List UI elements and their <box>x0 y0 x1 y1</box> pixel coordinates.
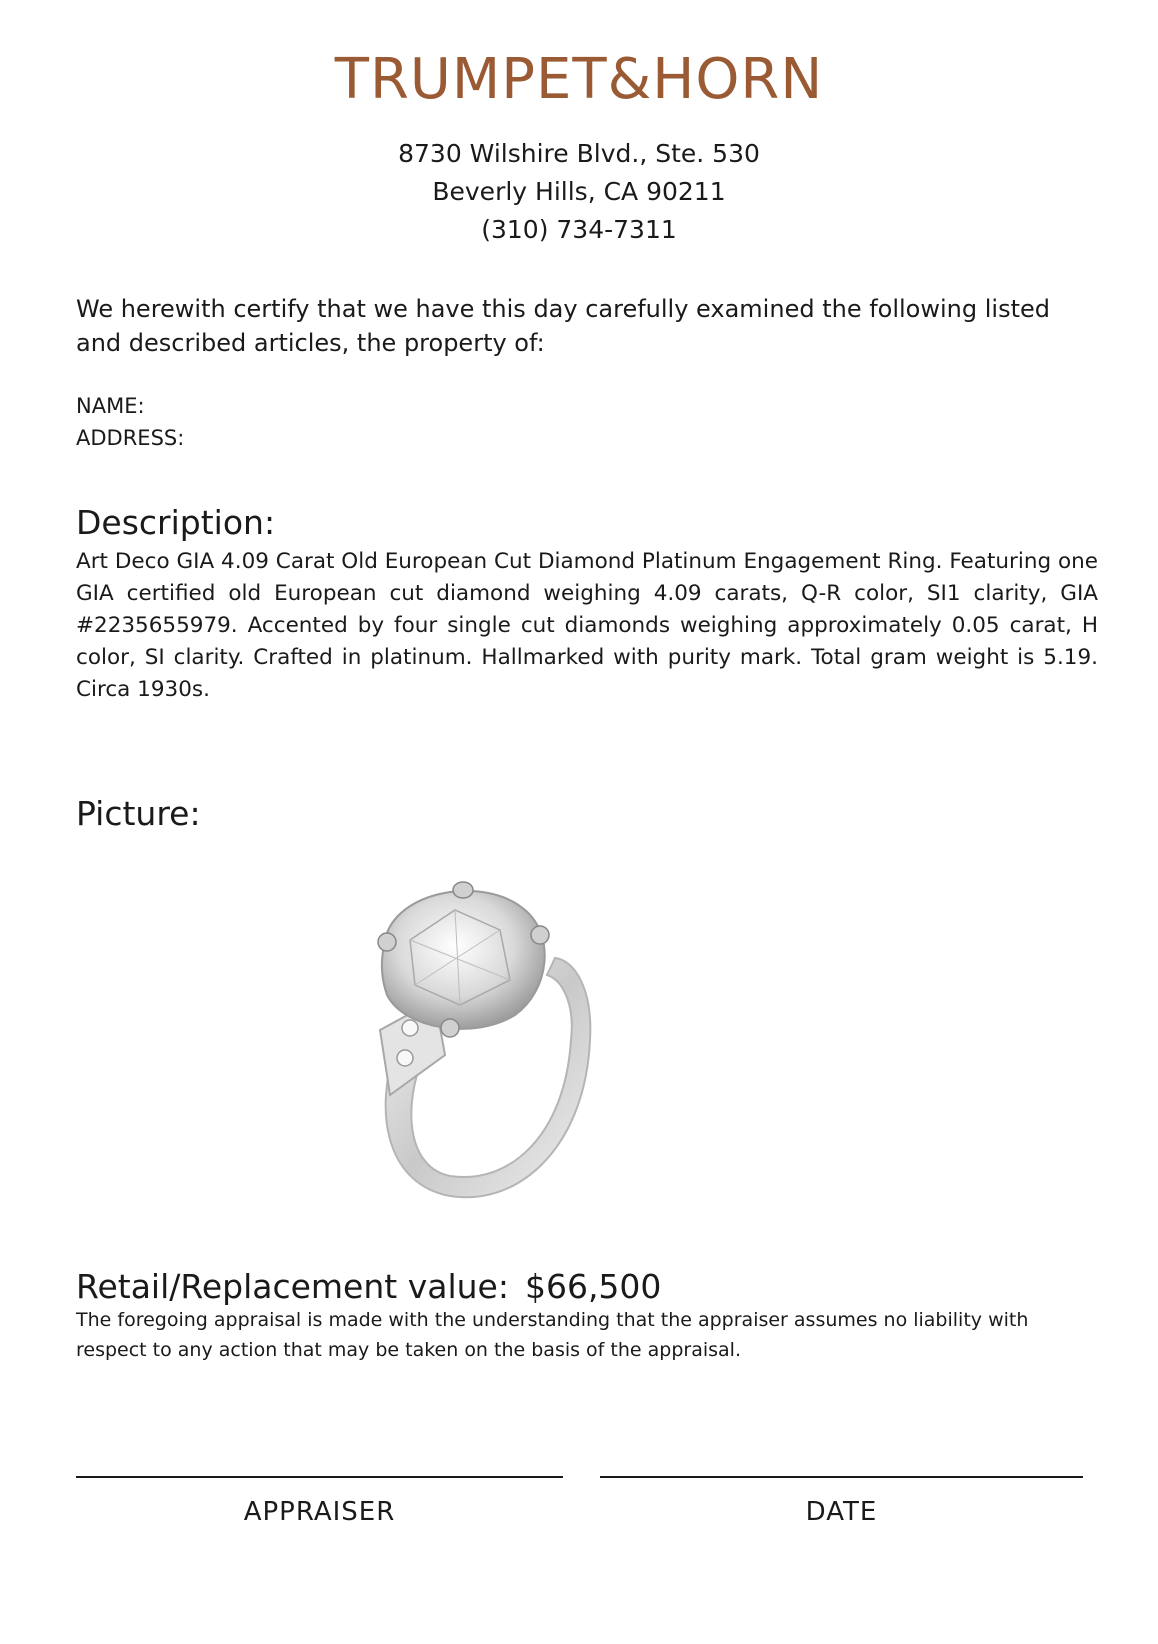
store-address <box>0 135 1158 249</box>
retail-value-label: Retail/Replacement value: <box>76 1267 509 1306</box>
appraiser-label: APPRAISER <box>243 1497 396 1527</box>
description-heading: Description: <box>76 503 276 542</box>
date-signature-line[interactable] <box>600 1476 1083 1478</box>
description-text: Art Deco GIA 4.09 Carat Old European Cut Diamond Platinum Engagement Ring. Featuring one GIA certified old European cut diamond weighing 4.09 carats, Q-R color, SI1 clarity, GIA #2235655979. Accented by four single cut diamonds weighing approximately 0.05 carat, H color, SI clarity. Crafted in platinum. Hallmarked with purity mark. Total gram weight is 5.19. Circa 1930s. <box>76 549 1098 702</box>
phone-number: (310) 734-7311 <box>481 215 677 244</box>
date-label: DATE <box>805 1497 878 1527</box>
picture-heading: Picture: <box>76 794 201 833</box>
address-line-2: Beverly Hills, CA 90211 <box>432 177 726 206</box>
appraiser-signature-line[interactable] <box>76 1476 563 1478</box>
name-label: NAME: <box>76 394 145 418</box>
liability-disclaimer: The foregoing appraisal is made with the understanding that the appraiser assumes no liability with respect to any action that may be taken on the basis of the appraisal. <box>76 1309 1029 1361</box>
address-label: ADDRESS: <box>76 426 185 450</box>
owner-fields <box>76 390 184 454</box>
diamond-ring-image <box>375 880 615 1210</box>
brand-logo: TRUMPET&HORN <box>334 47 824 112</box>
retail-value-row <box>76 1267 662 1306</box>
retail-value-amount: $66,500 <box>524 1267 662 1306</box>
address-line-1: 8730 Wilshire Blvd., Ste. 530 <box>398 139 760 168</box>
certification-statement: We herewith certify that we have this day carefully examined the following listed and described articles, the property of: <box>76 295 1050 357</box>
